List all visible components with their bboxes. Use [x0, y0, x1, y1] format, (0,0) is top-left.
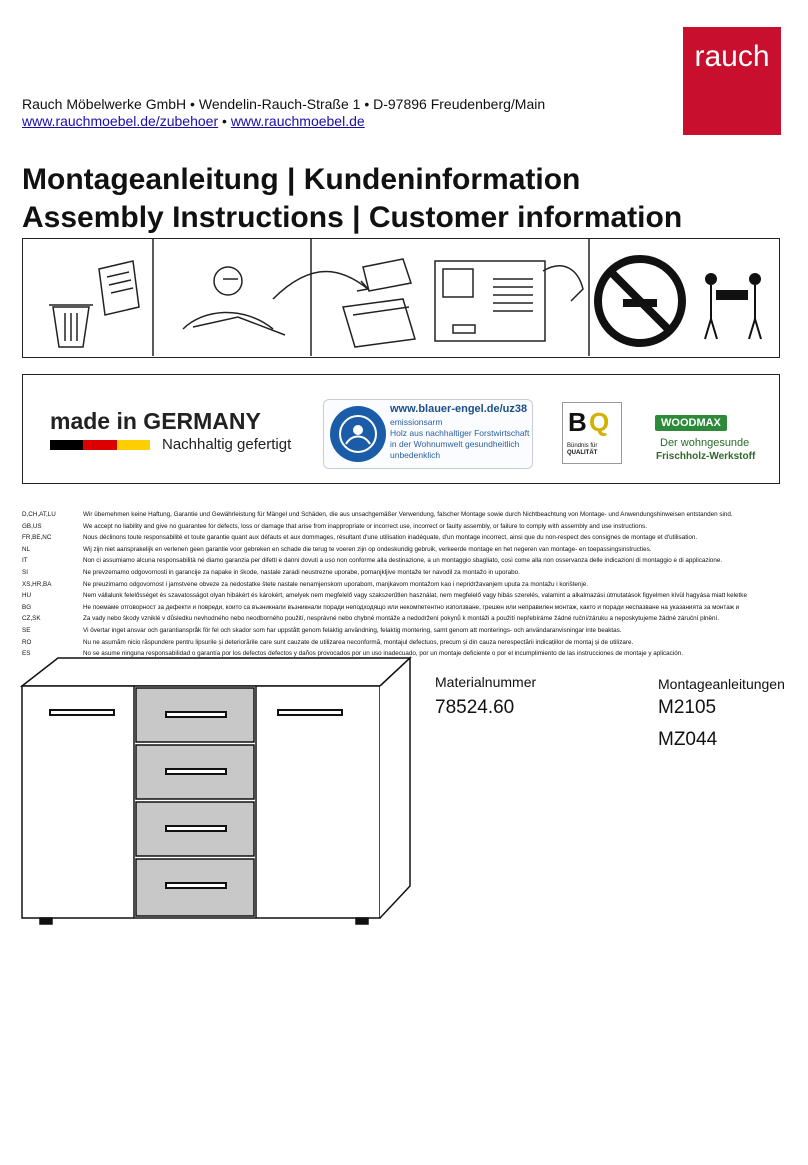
accessories-link[interactable]: www.rauchmoebel.de/zubehoer [22, 113, 219, 129]
document-icon [435, 261, 545, 341]
flag-gold [117, 440, 150, 450]
disclaimer-row [22, 567, 782, 579]
header-links [22, 113, 365, 129]
made-in-germany-subtitle: Nachhaltig gefertigt [162, 436, 292, 453]
bq-text-line1: Bündnis für [567, 443, 598, 449]
disclaimer-text: Nem vállalunk felelősséget és szavatosságot olyan hibákért és károkért, amelyek nem megfelelő vagy szakszerűtlen használat, nem megfelelő vagy hibás szerelés, valamint a alkalmazási útmutatások figyelmen kívül hagyása miatt keletke [83, 592, 747, 600]
woodmax-subtitle: Der wohngesunde [660, 437, 750, 449]
page-title-en: Assembly Instructions | Customer information [22, 201, 683, 234]
no-solo-carry-icon [598, 259, 682, 343]
disclaimer-country-code: SE [22, 626, 31, 634]
disclaimer-row [22, 613, 782, 625]
disclaimer-country-code: RO [22, 638, 32, 646]
german-flag-bar [50, 440, 150, 450]
blauer-engel-item: unbedenklich [390, 450, 441, 460]
disclaimer-country-code: FR,BE,NC [22, 534, 52, 542]
instruction-code: MZ044 [658, 729, 718, 750]
disclaimer-row [22, 532, 782, 544]
material-number: 78524.60 [435, 697, 515, 718]
disclaimer-country-code: IT [22, 557, 28, 565]
instruction-code: M2105 [658, 697, 717, 718]
disclaimer-row [22, 521, 782, 533]
disclaimer-row [22, 544, 782, 556]
page-title-de: Montageanleitung | Kundeninformation [22, 163, 581, 196]
disclaimer-text: Ne preuzimamo odgovornost i jamstvene obveze za nedostatke štete nastale nenamjenskom uporabom, manjkavom montažom kao i nepridržavanjem uputa za montažu i korištenje. [83, 580, 589, 588]
disclaimer-row [22, 625, 782, 637]
disclaimer-country-code: HU [22, 592, 32, 600]
bq-quality-badge [562, 402, 622, 464]
disclaimer-text: Non ci assumiamo alcuna responsabilità né diamo garanzia per difetti e danni dovuti a uso non conforme alla destinazione, a un montaggio sbagliato, così come alla non osservanza delle indicazioni di montaggio e di applicazione. [83, 557, 723, 565]
disclaimer-text: Vi övertar inget ansvar och garantianspråk för fel och skador som har uppstått genom felaktig användning, felaktig montering, samt genom att monterings- och användaranvisningar inte beaktas. [83, 626, 622, 634]
bq-text-line2: QUALITÄT [567, 450, 598, 456]
woodmax-logo: WOODMAX [655, 415, 727, 431]
instructions-label: Montageanleitungen [658, 676, 785, 692]
folder-icon [343, 259, 415, 347]
blauer-engel-item: in der Wohnumwelt gesundheitlich [390, 439, 520, 449]
bq-letter-q: Q [589, 407, 610, 437]
disclaimer-row [22, 637, 782, 649]
disclaimer-country-code: CZ,SK [22, 615, 41, 623]
disclaimer-text: Nous déclinons toute responsabilité et toute garantie quant aux défauts et aux dommages, résultant d'une utilisation inadéquate, d'un montage incorrect, ainsi que du non-respect des consignes de montage et d'utilisation. [83, 534, 698, 542]
disclaimer-country-code: D,CH,AT,LU [22, 511, 56, 518]
disclaimer-row [22, 602, 782, 614]
disclaimer-country-code: NL [22, 545, 31, 553]
disclaimer-text: Ne prevzemamo odgovornosti in garancije za napake in škode, nastale zaradi neustrezne uporabe, pomanjkljive montaže ter navodil za montažo in uporabo. [83, 568, 520, 576]
woodmax-subtitle-bold: Frischholz-Werkstoff [656, 451, 756, 462]
disclaimer-row [22, 555, 782, 567]
website-link[interactable]: www.rauchmoebel.de [230, 113, 365, 129]
company-address: Rauch Möbelwerke GmbH • Wendelin-Rauch-Straße 1 • D-97896 Freudenberg/Main [22, 96, 546, 112]
rauch-logo: rauch [683, 27, 781, 135]
disclaimer-row [22, 509, 782, 521]
blauer-engel-item: Holz aus nachhaltiger Forstwirtschaft [390, 428, 530, 438]
disclaimer-country-code: XS,HR,BA [22, 580, 52, 588]
disclaimer-text: Wij zijn niet aansprakelijk en verlenen geen garantie voor gebreken en schade die terug te voeren zijn op ondeskundig gebruik, verkeerde montage en het negeren van montage- en toepassingsinstructies. [83, 545, 652, 553]
reading-person-icon [183, 267, 285, 335]
arrow-icon [273, 272, 368, 300]
disclaimer-country-code: BG [22, 603, 32, 611]
disclaimer-country-code: ES [22, 650, 31, 658]
drawer-fronts [136, 688, 254, 916]
booklet-icon [99, 261, 139, 315]
disclaimer-text: No se asume ninguna responsabilidad o garantía por los defectos defectos y daños provocados por un uso inadecuado, por un montaje deficiente o por el incumplimiento de las instrucciones de montaje y aplicación. [83, 650, 683, 658]
illustration-strip [23, 239, 778, 356]
blauer-engel-item: emissionsarm [390, 417, 443, 427]
flag-red [83, 440, 116, 450]
blauer-engel-url: www.blauer-engel.de/uz38 [390, 403, 528, 415]
disclaimer-row [22, 590, 782, 602]
disclaimer-text: We accept no liability and give no guarantee for defects, loss or damage that arise from inappropriate or incorrect use, incorrect or faulty assembly, or failure to comply with assembly and use instructions. [83, 522, 647, 530]
disclaimer-text: Не поемаме отговорност за дефекти и повреди, които са възникнали възникнали поради неподходящо или некомпетентно използване, грешен или неправилен монтаж, както и поради неспазване на указанията за монтаж и [83, 603, 740, 611]
bq-letter-b: B [568, 407, 587, 437]
link-separator: • [222, 113, 227, 129]
blauer-engel-seal-icon [328, 404, 388, 464]
blauer-engel-list [390, 417, 529, 461]
hand-icon [543, 266, 583, 301]
sideboard-drawing [20, 656, 416, 940]
disclaimer-text: Wir übernehmen keine Haftung, Garantie und Gewährleistung für Mängel und Schäden, die aus unsachgemäßer Verwendung, falscher Montage sowie durch Nichtbeachtung von Montage- und Anwendungshinweisen entstanden sind. [83, 511, 733, 518]
material-number-label: Materialnummer [435, 674, 537, 690]
disclaimer-row [22, 579, 782, 591]
made-in-germany-label: made in GERMANY [50, 408, 261, 434]
trash-bin-icon [49, 305, 93, 347]
disclaimer-text: Nu ne asumăm nicio răspundere pentru lipsurile și deteriorările care sunt cauzate de utilizarea neconformă, montajul defectuos, precum și din cauza nerespectării indicațiilor de montaj și de utilizare. [83, 638, 634, 646]
disclaimer-country-code: GB,US [22, 522, 42, 530]
disclaimer-country-code: SI [22, 568, 28, 576]
disclaimer-text: Za vady nebo škody vzniklé v důsledku nevhodného nebo neodborného použití, nesprávné nebo chybné montáže a nedodržení pokynů k montáži a použití nepřebíráme žádné ruční/záruku a neposkytujeme žádné záruční plnění. [83, 615, 720, 623]
liability-disclaimer [22, 509, 782, 660]
flag-black [50, 440, 83, 450]
instruction-illustrations [22, 238, 780, 358]
bq-text [567, 443, 597, 457]
two-person-carry-icon [705, 274, 761, 339]
